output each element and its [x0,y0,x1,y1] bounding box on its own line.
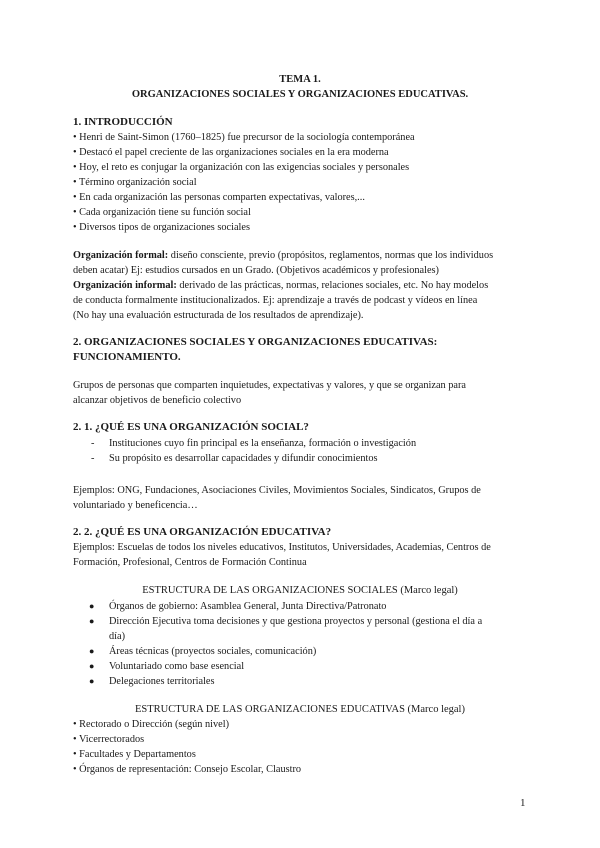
list-item: • Órganos de representación: Consejo Escolar, Claustro [73,764,302,775]
formal-label: Organización formal: [73,250,169,261]
list-item: Instituciones cuyo fin principal es la enseñanza, formación o investigación [109,438,417,449]
list-item: • Destacó el papel creciente de las organizaciones sociales en la era moderna [73,147,389,158]
educational-structure-heading: ESTRUCTURA DE LAS ORGANIZACIONES EDUCATIVAS (Marco legal) [135,704,465,715]
list-item: Voluntariado como base esencial [109,661,245,672]
list-item-continuation: día) [109,631,126,642]
list-item: • En cada organización las personas comparten expectativas, valores,... [73,192,365,203]
doc-title-line2: ORGANIZACIONES SOCIALES Y ORGANIZACIONES EDUCATIVAS. [131,89,469,100]
informal-definition-line1 [73,278,488,293]
section-2-2-examples-line2: Formación, Profesional, Centros de Formación Continua [73,557,307,568]
social-structure-heading: ESTRUCTURA DE LAS ORGANIZACIONES SOCIALES (Marco legal) [142,585,458,596]
bullet-dot: ● [89,616,95,626]
section-2-heading-line2: FUNCIONAMIENTO. [73,351,181,363]
section-2-1-examples-line1: Ejemplos: ONG, Fundaciones, Asociaciones Civiles, Movimientos Sociales, Sindicatos, Grupos de [73,485,481,496]
list-item: Áreas técnicas (proyectos sociales, comunicación) [109,646,317,657]
section-2-paragraph-line1: Grupos de personas que comparten inquietudes, expectativas y valores, y que se organizan para [73,380,466,391]
list-item: Delegaciones territoriales [109,676,215,687]
list-item: • Rectorado o Dirección (según nivel) [73,719,230,730]
section-2-1-heading: 2. 1. ¿QUÉ ES UNA ORGANIZACIÓN SOCIAL? [73,421,309,433]
informal-text: derivado de las prácticas, normas, relaciones sociales, etc. No hay modelos [176,280,489,291]
formal-definition-line2: deben acatar) Ej: estudios cursados en un Grado. (Objetivos académicos y profesionales) [73,265,439,276]
informal-definition-line2: de conducta formalmente institucionalizados. Ej: aprendizaje a través de podcast y vídeos en línea [73,295,478,306]
bullet-dot: ● [89,676,95,686]
bullet-dot: ● [89,601,95,611]
list-item: • Diversos tipos de organizaciones sociales [73,222,250,233]
bullet-dot: ● [89,661,95,671]
section-2-2-examples-line1: Ejemplos: Escuelas de todos los niveles educativos, Institutos, Universidades, Academias, Centros de [73,542,491,553]
section-2-1-examples-line2: voluntariado y beneficencia… [73,500,198,511]
list-item: • Cada organización tiene su función social [73,207,251,218]
doc-title-line1: TEMA 1. [279,74,321,85]
list-item: • Henri de Saint-Simon (1760–1825) fue precursor de la sociología contemporánea [73,132,415,143]
informal-definition-line3: (No hay una evaluación estructurada de los resultados de aprendizaje). [73,310,364,321]
section-2-paragraph-line2: alcanzar objetivos de beneficio colectivo [73,395,242,406]
list-item: • Facultades y Departamentos [73,749,196,760]
dash-bullet: - [91,438,95,449]
informal-label: Organización informal: [73,280,177,291]
list-item: Órganos de gobierno: Asamblea General, Junta Directiva/Patronato [109,601,387,612]
bullet-dot: ● [89,646,95,656]
section-2-2-heading: 2. 2. ¿QUÉ ES UNA ORGANIZACIÓN EDUCATIVA? [73,526,332,538]
section-1-heading: 1. INTRODUCCIÓN [73,116,173,128]
formal-definition-line1 [73,248,493,263]
dash-bullet: - [91,453,95,464]
section-2-heading-line1: 2. ORGANIZACIONES SOCIALES Y ORGANIZACIONES EDUCATIVAS: [73,336,438,348]
page-number: 1 [520,797,526,809]
list-item: Su propósito es desarrollar capacidades y difundir conocimientos [109,453,378,464]
list-item: • Término organización social [73,177,197,188]
list-item: • Vicerrectorados [73,734,145,745]
formal-text: diseño consciente, previo (propósitos, reglamentos, normas que los individuos [168,250,494,261]
list-item: Dirección Ejecutiva toma decisiones y que gestiona proyectos y personal (gestiona el día a [109,616,483,627]
list-item: • Hoy, el reto es conjugar la organización con las exigencias sociales y personales [73,162,410,173]
